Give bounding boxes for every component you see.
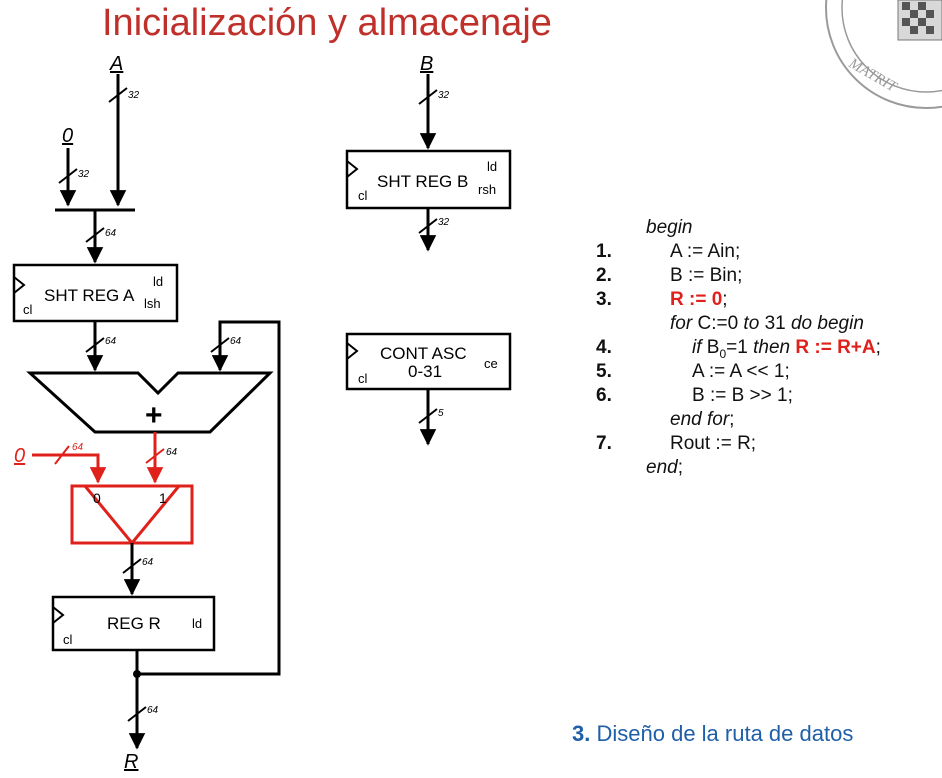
code-line-7: 7. Rout := R; xyxy=(596,433,757,454)
mux-in1: 1 xyxy=(159,490,167,506)
signal-b-label: B xyxy=(420,53,434,75)
wire-zero-mux xyxy=(32,455,98,482)
code-line-5: 5. A := A << 1; xyxy=(596,361,790,382)
reg-a-sub: lsh xyxy=(144,296,161,311)
width-b-out: 32 xyxy=(438,217,450,228)
reg-a-load: ld xyxy=(153,274,164,289)
slide-footer xyxy=(572,721,853,747)
footer-number: 3. xyxy=(572,721,591,746)
reg-r-load: ld xyxy=(192,616,203,631)
adder-symbol: + xyxy=(145,399,163,432)
reg-b-sub: rsh xyxy=(478,182,497,197)
code-for: for C:=0 to 31 do begin xyxy=(670,313,864,334)
reg-b-label: SHT REG B xyxy=(377,172,469,191)
seal-text: MATRIT xyxy=(846,55,899,96)
mux-in0: 0 xyxy=(93,490,101,506)
junction-dot xyxy=(133,670,141,678)
page-title: Inicialización y almacenaje xyxy=(102,2,552,44)
width-reg-a-in: 64 xyxy=(105,228,117,239)
reg-r-clear: cl xyxy=(63,632,73,647)
width-zero-in: 32 xyxy=(78,169,90,180)
code-end-for: end for; xyxy=(670,409,735,430)
reg-r-label: REG R xyxy=(107,614,161,633)
signal-zero-mux-label: 0 xyxy=(14,445,26,467)
width-cont-out: 5 xyxy=(438,408,444,419)
width-b-in: 32 xyxy=(438,90,450,101)
code-line-1: 1. A := Ain; xyxy=(596,241,741,262)
reg-a-label: SHT REG A xyxy=(44,286,135,305)
width-zero-mux: 64 xyxy=(72,442,84,453)
cont-label: CONT ASC xyxy=(380,344,467,363)
cont-range: 0-31 xyxy=(408,362,443,381)
cont-clear: cl xyxy=(358,371,368,386)
width-adder-out: 64 xyxy=(166,447,178,458)
width-reg-a-out: 64 xyxy=(105,336,117,347)
reg-b-clear: cl xyxy=(358,188,368,203)
code-begin: begin xyxy=(646,217,693,238)
reg-b-load: ld xyxy=(487,159,498,174)
width-feedback: 64 xyxy=(230,336,242,347)
multiplexer xyxy=(72,486,192,543)
code-line-4: 4. if $B_0=1$ then R := R+A; xyxy=(596,337,881,361)
width-a-in: 32 xyxy=(128,90,140,101)
signal-r-label: R xyxy=(124,751,139,773)
signal-a-label: A xyxy=(110,53,124,75)
footer-text: Diseño de la ruta de datos xyxy=(596,721,854,746)
code-end: end; xyxy=(646,457,683,478)
width-mux-out: 64 xyxy=(142,557,154,568)
signal-zero-top-label: 0 xyxy=(62,125,74,147)
cont-enable: ce xyxy=(484,356,498,371)
code-line-2: 2. B := Bin; xyxy=(596,265,743,286)
code-line-6: 6. B := B >> 1; xyxy=(596,385,793,406)
code-line-3: 3. R := 0; xyxy=(596,289,728,310)
width-r-out: 64 xyxy=(147,705,159,716)
reg-a-clear: cl xyxy=(23,302,33,317)
